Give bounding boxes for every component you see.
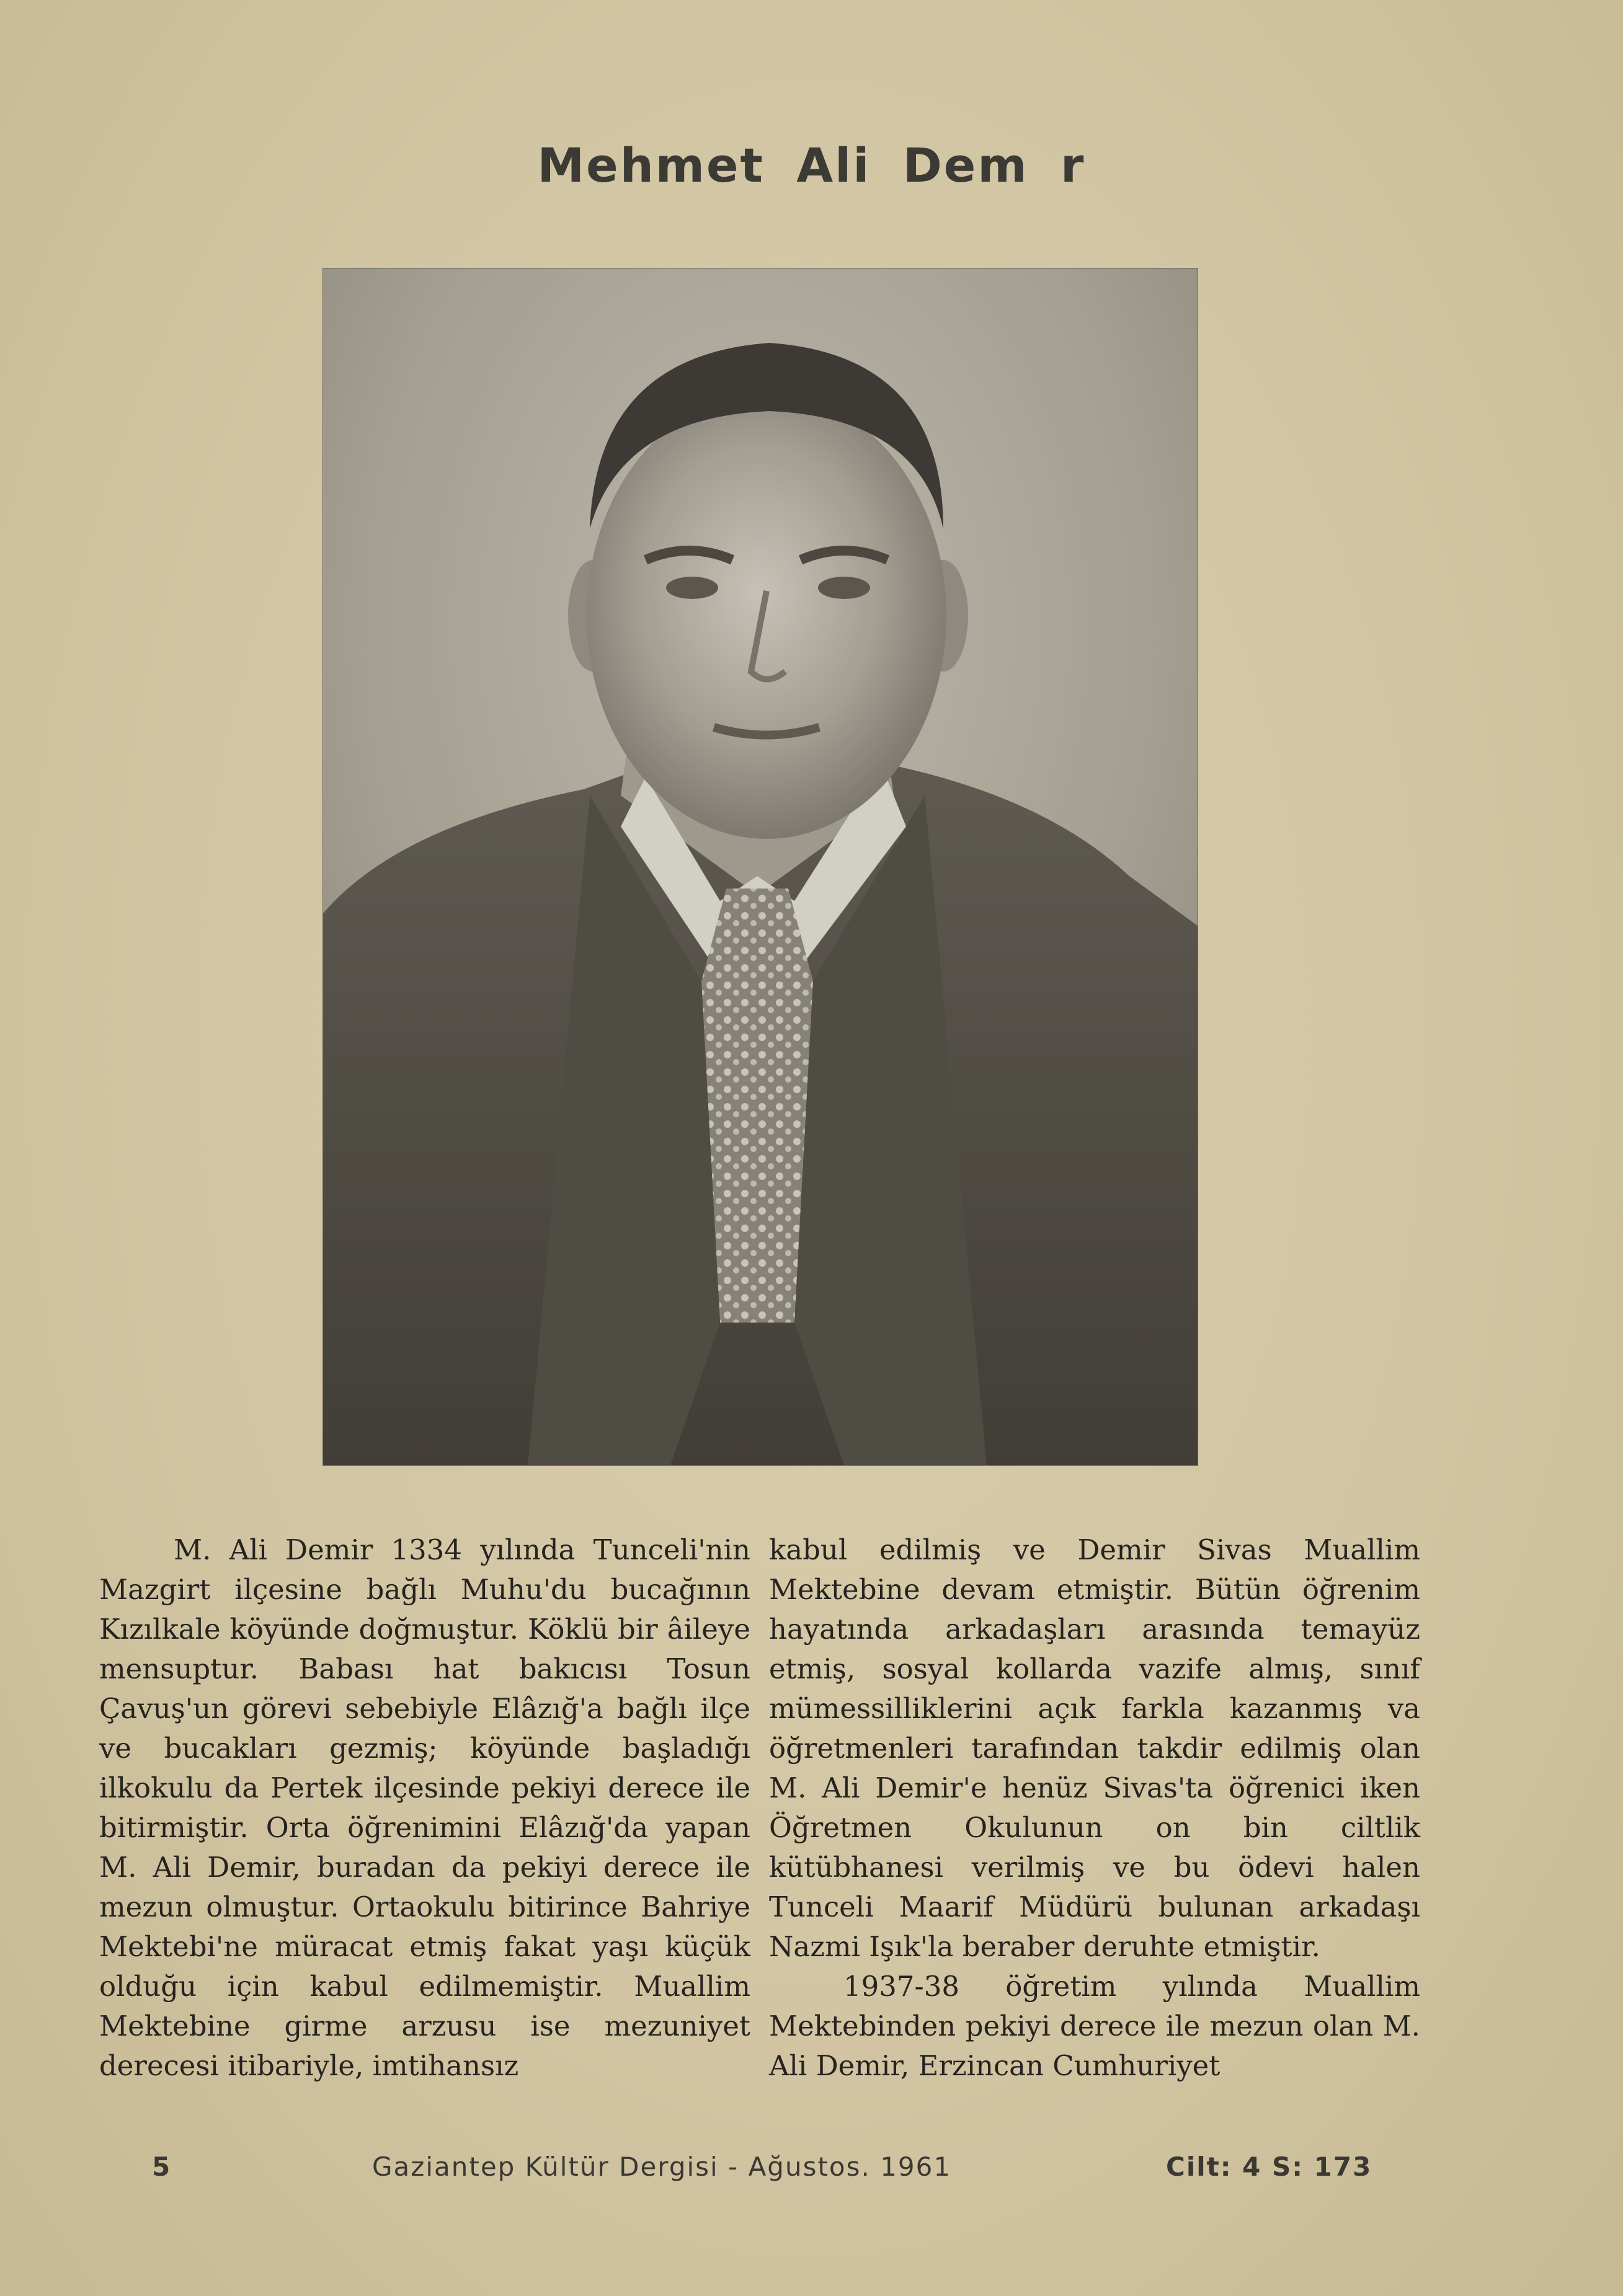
magazine-name: Gaziantep Kültür Dergisi - Ağustos. 1961 xyxy=(372,2152,952,2182)
paragraph-birth: M. Ali Demir 1334 yılında Tunceli'nin Mazgirt ilçesine bağlı Muhu'du bucağının Kızılkale köyünde doğmuştur. Köklü bir âileye mensuptur. Babası hat bakıcısı Tosun Çavuş'un görevi sebebiyle Elâzığ'a bağlı ilçe ve bucakları gezmiş; köyünde başladığı ilkokulu da Pertek ilçesinde pekiyi derece ile bitirmiştir. Orta öğrenimini Elâzığ'da yapan M. Ali Demir, buradan da pekiyi derece ile mezun olmuştur. Ortaokulu bitirince Bahriye Mektebi'ne müracat etmiş fakat yaşı küçük olduğu için kabul edilmemiştir. Muallim Mektebine girme arzusu ise mezuniyet derecesi itibariyle, imtihansız xyxy=(99,1533,750,2082)
page-number: 5 xyxy=(152,2152,171,2182)
text-column-right xyxy=(769,1530,1420,2086)
paragraph-education-continued: kabul edilmiş ve Demir Sivas Muallim Mektebine devam etmiştir. Bütün öğrenim hayatında arkadaşları arasında temayüz etmiş, sosyal kollarda vazife almış, sınıf mümessilliklerini açık farkla kazanmış va öğretmenleri tarafından takdir edilmiş olan M. Ali Demir'e henüz Sivas'ta öğrenici iken Öğretmen Okulunun on bin ciltlik kütübhanesi verilmiş ve bu ödevi halen Tunceli Maarif Müdürü bulunan arkadaşı Nazmi Işık'la beraber deruhte etmiştir. xyxy=(769,1533,1420,1963)
page-footer xyxy=(0,2152,1623,2189)
volume-issue: Cilt: 4 S: 173 xyxy=(1166,2152,1372,2182)
article-title: Mehmet Ali Dem r xyxy=(537,138,1086,193)
text-column-left xyxy=(99,1530,750,2086)
portrait-illustration xyxy=(323,268,1198,1465)
paragraph-graduation: 1937-38 öğretim yılında Muallim Mektebinden pekiyi derece ile mezun olan M. Ali Demir, Erzincan Cumhuriyet xyxy=(769,1970,1420,2082)
portrait-photo xyxy=(322,268,1198,1466)
